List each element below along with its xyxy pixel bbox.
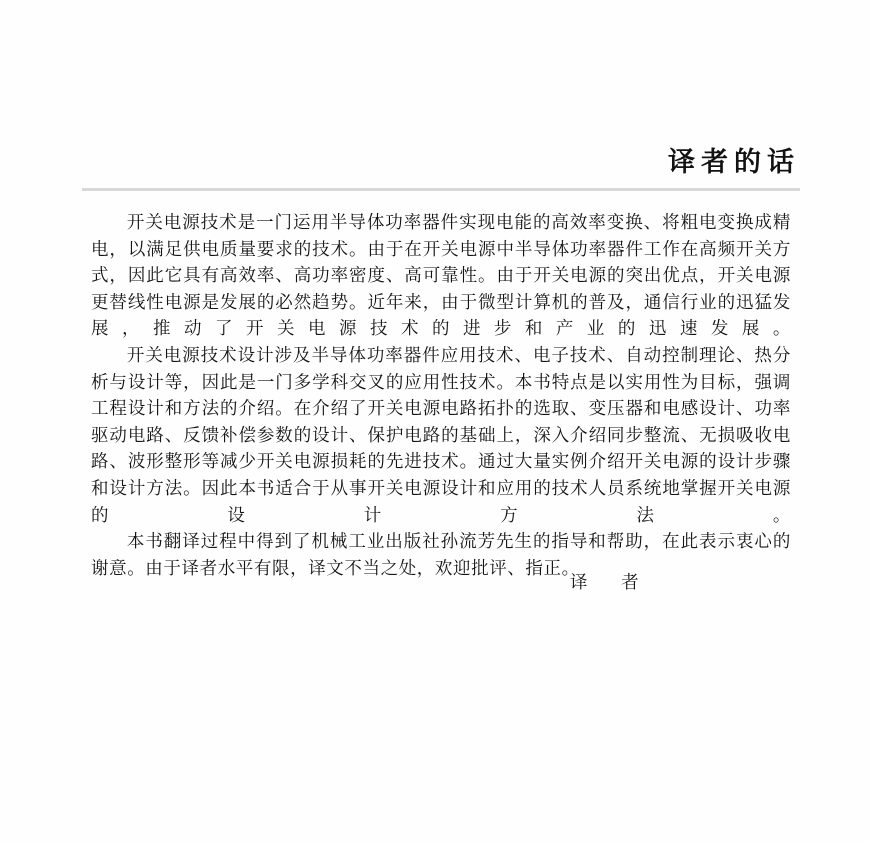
paragraph-3: 本书翻译过程中得到了机械工业出版社孙流芳先生的指导和帮助，在此表示衷心的谢意。由于译者水平有限，译文不当之处，欢迎批评、指正。 <box>91 532 791 579</box>
paragraph-1: 开关电源技术是一门运用半导体功率器件实现电能的高效率变换、将粗电变换成精电，以满足供电质量要求的技术。由于在开关电源中半导体功率器件工作在高频开关方式，因此它具有高效率、高功率密度、高可靠性。由于开关电源的突出优点，开关电源更替线性电源是发展的必然趋势。近年来，由于微型计算机的普及，通信行业的迅猛发展，推动了开关电源技术的进步和产业的迅速发展。 <box>91 213 791 340</box>
body-text <box>91 210 791 582</box>
page-content-area <box>91 0 800 842</box>
title-divider <box>82 188 800 191</box>
signature: 译 者 <box>570 573 653 593</box>
page-title: 译者的话 <box>668 147 800 178</box>
paragraph-2: 开关电源技术设计涉及半导体功率器件应用技术、电子技术、自动控制理论、热分析与设计等，因此是一门多学科交叉的应用性技术。本书特点是以实用性为目标，强调工程设计和方法的介绍。在介绍了开关电源电路拓扑的选取、变压器和电感设计、功率驱动电路、反馈补偿参数的设计、保护电路的基础上，深入介绍同步整流、无损吸收电路、波形整形等减少开关电源损耗的先进技术。通过大量实例介绍开关电源的设计步骤和设计方法。因此本书适合于从事开关电源设计和应用的技术人员系统地掌握开关电源的设计方法。 <box>91 345 791 526</box>
